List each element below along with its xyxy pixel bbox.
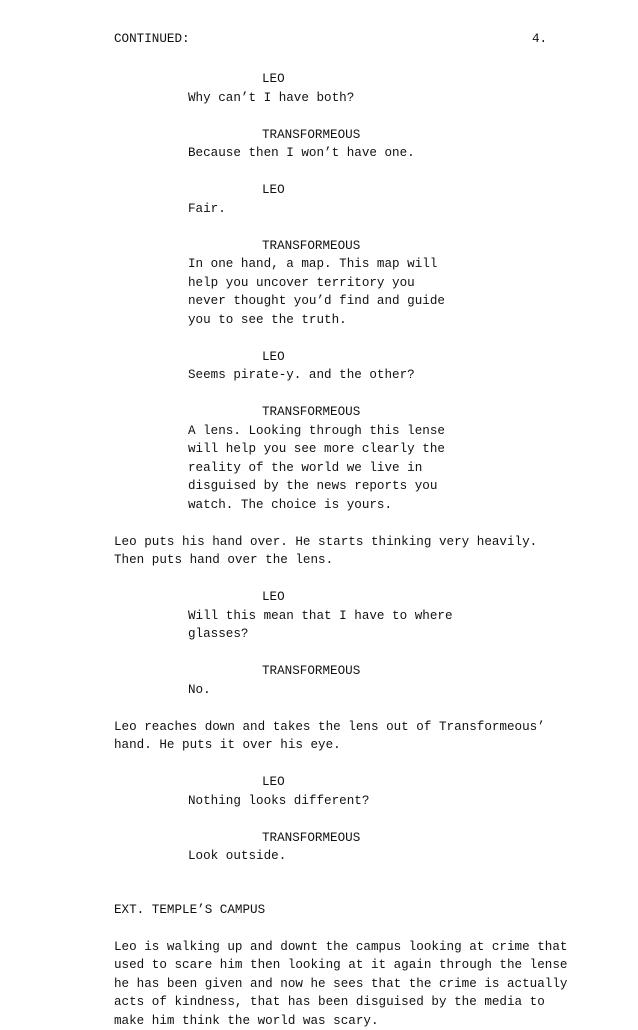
- scene-heading: EXT. TEMPLE’S CAMPUS: [114, 902, 266, 917]
- character-name: LEO: [262, 183, 285, 197]
- continued-label: CONTINUED:: [114, 32, 190, 46]
- action-line: Leo puts his hand over. He starts thinking very heavily.: [114, 534, 538, 549]
- dialogue-line: disguised by the news reports you: [188, 479, 438, 493]
- character-name: LEO: [262, 590, 285, 604]
- action-line: Leo reaches down and takes the lens out of Transformeous’: [114, 719, 545, 734]
- dialogue-line: No.: [188, 682, 211, 697]
- action-line: he has been given and now he sees that the crime is actually: [114, 976, 568, 991]
- page-number: 4.: [532, 32, 548, 46]
- dialogue-line: you to see the truth.: [188, 312, 347, 327]
- action-line: acts of kindness, that has been disguised by the media to: [114, 995, 545, 1010]
- character-name: TRANSFORMEOUS: [262, 127, 361, 142]
- character-name: TRANSFORMEOUS: [262, 405, 361, 419]
- action-line: Leo is walking up and downt the campus looking at crime that: [114, 939, 568, 954]
- dialogue-line: Why can’t I have both?: [188, 90, 355, 105]
- dialogue-line: In one hand, a map. This map will: [188, 257, 438, 271]
- dialogue-line: Will this mean that I have to where: [188, 608, 453, 623]
- dialogue-line: never thought you’d find and guide: [188, 294, 445, 308]
- character-name: LEO: [262, 349, 285, 364]
- action-line: make him think the world was scary.: [114, 1013, 379, 1028]
- character-name: TRANSFORMEOUS: [262, 830, 361, 845]
- action-line: hand. He puts it over his eye.: [114, 738, 341, 752]
- character-name: TRANSFORMEOUS: [262, 664, 361, 678]
- dialogue-line: Because then I won’t have one.: [188, 146, 415, 160]
- character-name: LEO: [262, 72, 285, 86]
- character-name: LEO: [262, 775, 285, 789]
- action-line: Then puts hand over the lens.: [114, 553, 334, 567]
- dialogue-line: Look outside.: [188, 849, 287, 863]
- action-line: used to scare him then looking at it again through the lense: [114, 958, 568, 973]
- dialogue-line: reality of the world we live in: [188, 460, 423, 475]
- character-name: TRANSFORMEOUS: [262, 238, 361, 253]
- dialogue-line: will help you see more clearly the: [188, 442, 445, 456]
- dialogue-line: Fair.: [188, 201, 226, 216]
- dialogue-line: watch. The choice is yours.: [188, 497, 393, 512]
- dialogue-line: Seems pirate-y. and the other?: [188, 368, 415, 382]
- dialogue-line: help you uncover territory you: [188, 275, 415, 290]
- dialogue-line: A lens. Looking through this lense: [188, 423, 445, 438]
- dialogue-line: glasses?: [188, 627, 249, 641]
- dialogue-line: Nothing looks different?: [188, 793, 370, 808]
